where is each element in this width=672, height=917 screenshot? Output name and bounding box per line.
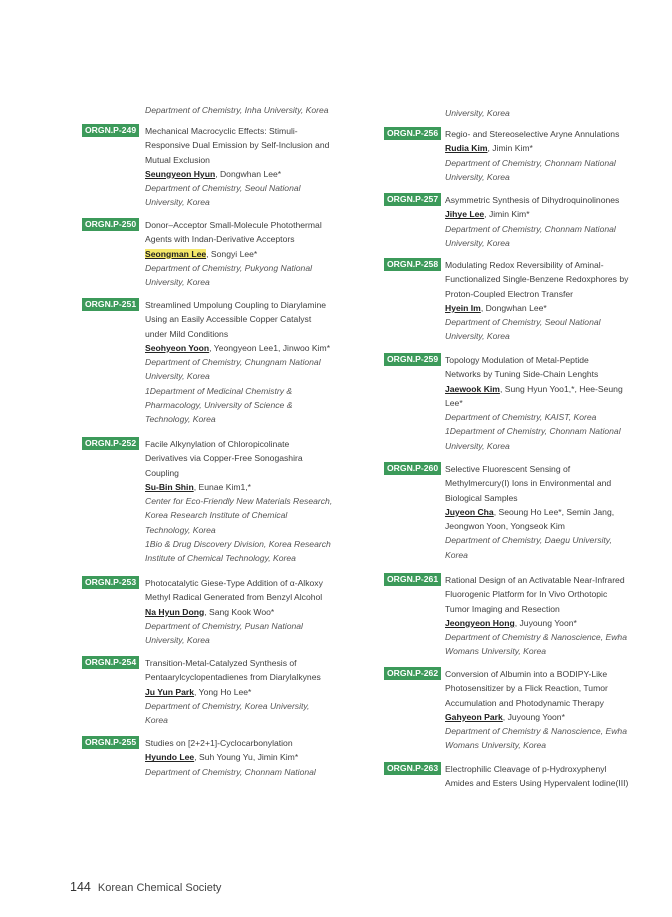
page-number: 144 (70, 880, 91, 894)
presenter-name: Seongman Lee (145, 248, 207, 259)
poster-authors (445, 207, 646, 221)
poster-code-badge: ORGN.P-259 (384, 353, 441, 366)
poster-title-line: Methyl Radical Generated from Benzyl Alcohol (145, 592, 323, 603)
affiliation-line: Womans University, Korea (445, 740, 547, 751)
poster-body (445, 573, 646, 659)
poster-code-badge: ORGN.P-260 (384, 462, 441, 475)
poster-authors (145, 480, 340, 494)
poster-authors (145, 605, 340, 619)
poster-authors (145, 750, 340, 764)
poster-title-line: Mechanical Macrocyclic Effects: Stimuli- (145, 126, 298, 136)
poster-title-line: Pentaarylcyclopentadienes from Diarylalkynes (145, 672, 321, 683)
affiliation-line: Department of Chemistry & Nanoscience, Ewha (445, 632, 627, 643)
affiliation-line: Korea (445, 549, 468, 560)
presenter-name: Jihye Lee (445, 209, 485, 220)
poster-code-badge: ORGN.P-255 (82, 736, 139, 749)
poster-authors (445, 616, 646, 630)
poster-code-badge: ORGN.P-253 (82, 576, 139, 589)
affiliation-line: Department of Chemistry, Chungnam National (145, 357, 321, 368)
presenter-name: Jaewook Kim (445, 383, 500, 394)
affiliation-line: 1Department of Chemistry, Chonnam National (445, 426, 621, 437)
affiliation-line: University, Korea (445, 331, 510, 342)
affiliation-line: University, Korea (145, 197, 210, 208)
poster-body (145, 124, 340, 210)
poster-title-line: Derivatives via Copper-Free Sonogashira (145, 453, 303, 464)
coauthors: , Jimin Kim* (487, 143, 533, 154)
coauthors-cont: Lee* (445, 397, 463, 408)
presenter-name: Seungyeon Hyun (145, 168, 216, 179)
poster-authors (145, 341, 340, 355)
affiliation-line: Department of Chemistry, Pusan National (145, 620, 303, 631)
coauthors: , Dongwhan Lee* (480, 302, 547, 313)
poster-title-line: Tumor Imaging and Resection (445, 603, 560, 614)
poster-code-badge: ORGN.P-249 (82, 124, 139, 137)
affiliation-line: Korea (145, 715, 168, 726)
poster-title-line: Methylmercury(I) Ions in Environmental and (445, 478, 612, 489)
affiliation-line: Department of Chemistry, Chonnam National (445, 157, 616, 168)
poster-code-badge: ORGN.P-252 (82, 437, 139, 450)
presenter-name: Hyein Im (445, 302, 481, 313)
poster-title-line: Responsive Dual Emission by Self-Inclusion and (145, 140, 330, 151)
poster-title-line: Electrophilic Cleavage of p-Hydroxyphenyl (445, 764, 607, 774)
society-name: Korean Chemical Society (97, 882, 222, 894)
poster-title-line: Rational Design of an Activatable Near-Infrared (445, 575, 625, 585)
affiliation-line: University, Korea (145, 371, 210, 382)
affiliation-line: Institute of Chemical Technology, Korea (145, 553, 296, 564)
poster-body (145, 218, 340, 289)
affiliation-line: Department of Chemistry, Chonnam National (145, 766, 316, 777)
poster-title-line: Accumulation and Photodynamic Therapy (445, 697, 604, 708)
affiliation-line: University, Korea (145, 635, 210, 646)
poster-body (445, 193, 646, 250)
poster-authors (445, 382, 646, 396)
poster-title-line: Mutual Exclusion (145, 154, 210, 165)
affiliation-line: 1Bio & Drug Discovery Division, Korea Research (145, 539, 331, 550)
poster-title-line: Proton-Coupled Electron Transfer (445, 288, 574, 299)
coauthors: , Seoung Ho Lee*, Semin Jang, (493, 506, 615, 517)
poster-title-line: Biological Samples (445, 492, 518, 503)
poster-code-badge: ORGN.P-261 (384, 573, 441, 586)
coauthors: , Juyoung Yoon* (502, 711, 565, 722)
poster-body (445, 258, 646, 344)
poster-title-line: Networks by Tuning Side-Chain Lenghts (445, 369, 599, 380)
affiliation-line: Pharmacology, University of Science & (145, 400, 293, 411)
presenter-name: Hyundo Lee (145, 752, 195, 763)
poster-title-line: Topology Modulation of Metal-Peptide (445, 355, 589, 365)
coauthors: , Jimin Kim* (484, 209, 530, 220)
poster-code-badge: ORGN.P-256 (384, 127, 441, 140)
poster-title-line: Asymmetric Synthesis of Dihydroquinolinones (445, 195, 620, 205)
poster-title-line: Amides and Esters Using Hypervalent Iodine(III) (445, 778, 629, 789)
coauthors: , Eunae Kim1,* (193, 481, 252, 492)
poster-authors (445, 141, 646, 155)
poster-title-line: Functionalized Single-Benzene Redoxphores by (445, 274, 629, 285)
poster-code-badge: ORGN.P-257 (384, 193, 441, 206)
presenter-name: Ju Yun Park (145, 686, 195, 697)
poster-authors (145, 167, 340, 181)
poster-body (145, 736, 340, 779)
page-footer (70, 880, 221, 894)
poster-title-line: Conversion of Albumin into a BODIPY-Like (445, 669, 608, 679)
poster-code-badge: ORGN.P-263 (384, 762, 441, 775)
coauthors: , Yeongyeon Lee1, Jinwoo Kim* (209, 342, 331, 353)
poster-title-line: Regio- and Stereoselective Aryne Annulations (445, 129, 620, 139)
coauthors: , Sang Kook Woo* (204, 606, 275, 617)
presenter-name: Juyeon Cha (445, 506, 494, 517)
affiliation-line: University, Korea (445, 440, 510, 451)
poster-code-badge: ORGN.P-254 (82, 656, 139, 669)
poster-body (145, 437, 340, 566)
poster-authors (445, 710, 646, 724)
poster-code-badge: ORGN.P-258 (384, 258, 441, 271)
coauthors: , Sung Hyun Yoo1,*, Hee-Seung (499, 383, 623, 394)
poster-body (445, 762, 646, 791)
poster-code-badge: ORGN.P-251 (82, 298, 139, 311)
poster-title-line: Transition-Metal-Catalyzed Synthesis of (145, 658, 297, 668)
poster-body (445, 667, 646, 753)
affiliation-line: Korea Research Institute of Chemical (145, 510, 288, 521)
poster-code-badge: ORGN.P-250 (82, 218, 139, 231)
poster-authors (145, 685, 340, 699)
coauthors: , Dongwhan Lee* (215, 168, 282, 179)
affiliation-line: 1Department of Medicinal Chemistry & (145, 385, 293, 396)
affiliation-line: Department of Chemistry, Seoul National (445, 317, 601, 328)
poster-title-line: Streamlined Umpolung Coupling to Diarylamine (145, 300, 327, 310)
presenter-name: Gahyeon Park (445, 711, 503, 722)
poster-title-line: Photocatalytic Giese-Type Addition of α-Alkoxy (145, 578, 323, 588)
coauthors: , Songyi Lee* (206, 248, 258, 259)
poster-body (145, 576, 340, 647)
poster-title-line: under Mild Conditions (145, 328, 229, 339)
poster-title-line: Agents with Indan-Derivative Acceptors (145, 234, 295, 245)
poster-body (445, 353, 646, 453)
affiliation-line: Department of Chemistry, Korea University, (145, 700, 310, 711)
presenter-name: Jeongyeon Hong (445, 617, 515, 628)
poster-title-line: Selective Fluorescent Sensing of (445, 464, 571, 474)
affiliation-line: Center for Eco-Friendly New Materials Research, (145, 496, 333, 507)
affiliation-line: Department of Chemistry & Nanoscience, Ewha (445, 726, 627, 737)
affiliation-line: Technology, Korea (145, 524, 216, 535)
poster-body (445, 127, 646, 184)
affiliation-line: Department of Chemistry, KAIST, Korea (445, 412, 597, 423)
poster-title-line: Fluorogenic Platform for In Vivo Orthotopic (445, 589, 608, 600)
poster-title-line: Modulating Redox Reversibility of Aminal- (445, 260, 604, 270)
poster-body (145, 656, 340, 727)
coauthors: , Suh Young Yu, Jimin Kim* (194, 752, 299, 763)
poster-authors (445, 301, 646, 315)
affiliation-line: Department of Chemistry, Seoul National (145, 183, 301, 194)
poster-title-line: Photosensitizer by a Flick Reaction, Tumor (445, 683, 608, 694)
affiliation-line: Department of Chemistry, Daegu University, (445, 535, 612, 546)
affiliation-line: University, Korea (445, 171, 510, 182)
coauthors: , Juyoung Yoon* (514, 617, 577, 628)
affiliation-line: Department of Chemistry, Chonnam National (445, 223, 616, 234)
affiliation-line: University, Korea (145, 277, 210, 288)
poster-authors (445, 505, 646, 519)
affiliation-line: University, Korea (445, 237, 510, 248)
poster-authors (145, 247, 340, 261)
presenter-name: Rudia Kim (445, 143, 488, 154)
affiliation-line: Technology, Korea (145, 414, 216, 425)
affiliation-line: Department of Chemistry, Pukyong National (145, 262, 313, 273)
poster-title-line: Facile Alkynylation of Chloropicolinate (145, 439, 290, 449)
poster-title-line: Donor–Acceptor Small-Molecule Photothermal (145, 220, 322, 230)
poster-title-line: Coupling (145, 467, 179, 478)
coauthors-cont: Jeongwon Yoon, Yongseok Kim (445, 521, 565, 532)
presenter-name: Su-Bin Shin (145, 481, 194, 492)
presenter-name: Na Hyun Dong (145, 606, 205, 617)
poster-title-line: Using an Easily Accessible Copper Catalyst (145, 314, 312, 325)
affiliation-line: Womans University, Korea (445, 646, 547, 657)
poster-body (145, 298, 340, 427)
poster-title-line: Studies on [2+2+1]-Cyclocarbonylation (145, 738, 293, 748)
poster-body (445, 462, 646, 562)
coauthors: , Yong Ho Lee* (194, 686, 252, 697)
poster-code-badge: ORGN.P-262 (384, 667, 441, 680)
presenter-name: Seohyeon Yoon (145, 342, 210, 353)
